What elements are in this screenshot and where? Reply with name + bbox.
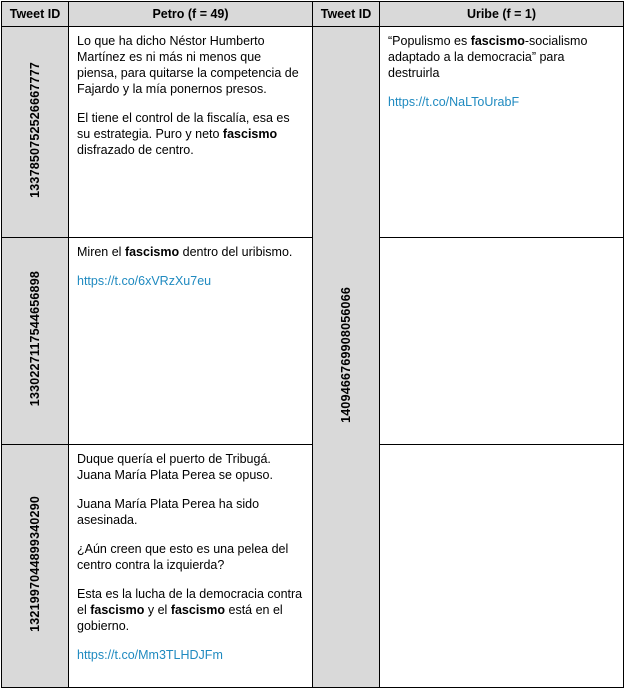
tweet-paragraph	[77, 244, 304, 260]
table-body	[2, 27, 624, 688]
tweet-text-run: ¿Aún creen que esto es una pelea del centro contra la izquierda?	[77, 542, 289, 572]
tweet-text-run: “Populismo es	[388, 34, 471, 48]
tweet-text-run: -socialismo adaptado a la democracia” para destruirla	[388, 34, 588, 80]
tweet-id-value: 1330227117544656898	[27, 270, 42, 407]
emphasis-term: fascismo	[124, 245, 180, 259]
emphasis-term: fascismo	[222, 127, 278, 141]
uribe-tweet-text-cell-empty	[380, 445, 624, 688]
tweet-text-run: Lo que ha dicho Néstor Humberto Martínez es ni más ni menos que piensa, para quitarse la competencia de Fajardo y la mía ponernos presos.	[77, 34, 299, 96]
tweet-comparison-table	[1, 1, 624, 688]
column-header-uribe: Uribe (f = 1)	[380, 2, 624, 27]
tweet-text-run: está en el gobierno.	[77, 603, 283, 633]
tweet-text-body	[77, 451, 304, 663]
tweet-text-run: El tiene el control de la fiscalía, esa es su estrategia. Puro y neto	[77, 111, 290, 141]
table-head	[2, 2, 624, 27]
tweet-text-run: Miren el	[77, 245, 125, 259]
tweet-paragraph	[77, 451, 304, 483]
column-header-petro: Petro (f = 49)	[69, 2, 313, 27]
table-header-row	[2, 2, 624, 27]
petro-tweet-text-cell	[69, 238, 313, 445]
uribe-tweet-text-cell-empty	[380, 238, 624, 445]
tweet-id-cell-right	[313, 27, 380, 688]
tweet-link[interactable]: https://t.co/6xVRzXu7eu	[77, 274, 212, 288]
tweet-paragraph	[77, 541, 304, 573]
tweet-id-value: 1337850752526667777	[27, 61, 42, 198]
tweet-paragraph	[77, 586, 304, 634]
emphasis-term: fascismo	[90, 603, 145, 617]
petro-tweet-text-cell	[69, 445, 313, 688]
table-row	[2, 27, 624, 238]
tweet-paragraph	[388, 33, 615, 81]
tweet-paragraph	[77, 647, 304, 663]
tweet-paragraph	[77, 273, 304, 289]
tweet-text-run: Esta es la lucha de la democracia contra el	[77, 587, 303, 617]
tweet-id-value: 1409466769908056066	[338, 286, 353, 423]
emphasis-term: fascismo	[470, 34, 525, 48]
tweet-text-run: y el	[144, 603, 171, 617]
tweet-text-run: disfrazado de centro.	[77, 143, 194, 157]
tweet-id-cell-left	[2, 445, 69, 688]
tweet-paragraph	[77, 33, 304, 97]
tweet-comparison-table-wrapper	[0, 1, 624, 688]
tweet-paragraph	[77, 110, 304, 158]
tweet-text-run: Duque quería el puerto de Tribugá. Juana María Plata Perea se opuso.	[77, 452, 273, 482]
tweet-id-cell-left	[2, 238, 69, 445]
column-header-tweet-id-left: Tweet ID	[2, 2, 69, 27]
tweet-text-body	[77, 33, 304, 158]
petro-tweet-text-cell	[69, 27, 313, 238]
tweet-text-body	[77, 244, 304, 289]
uribe-tweet-text-cell	[380, 27, 624, 238]
tweet-paragraph	[388, 94, 615, 110]
tweet-paragraph	[77, 496, 304, 528]
tweet-link[interactable]: https://t.co/Mm3TLHDJFm	[77, 648, 223, 662]
tweet-text-run: dentro del uribismo.	[179, 245, 293, 259]
tweet-id-cell-left	[2, 27, 69, 238]
tweet-id-value: 1321997044899340290	[27, 495, 42, 632]
tweet-link[interactable]: https://t.co/NaLToUrabF	[388, 95, 520, 109]
emphasis-term: fascismo	[170, 603, 226, 617]
tweet-text-run: Juana María Plata Perea ha sido asesinada.	[77, 497, 260, 527]
tweet-text-body	[388, 33, 615, 110]
column-header-tweet-id-right: Tweet ID	[313, 2, 380, 27]
